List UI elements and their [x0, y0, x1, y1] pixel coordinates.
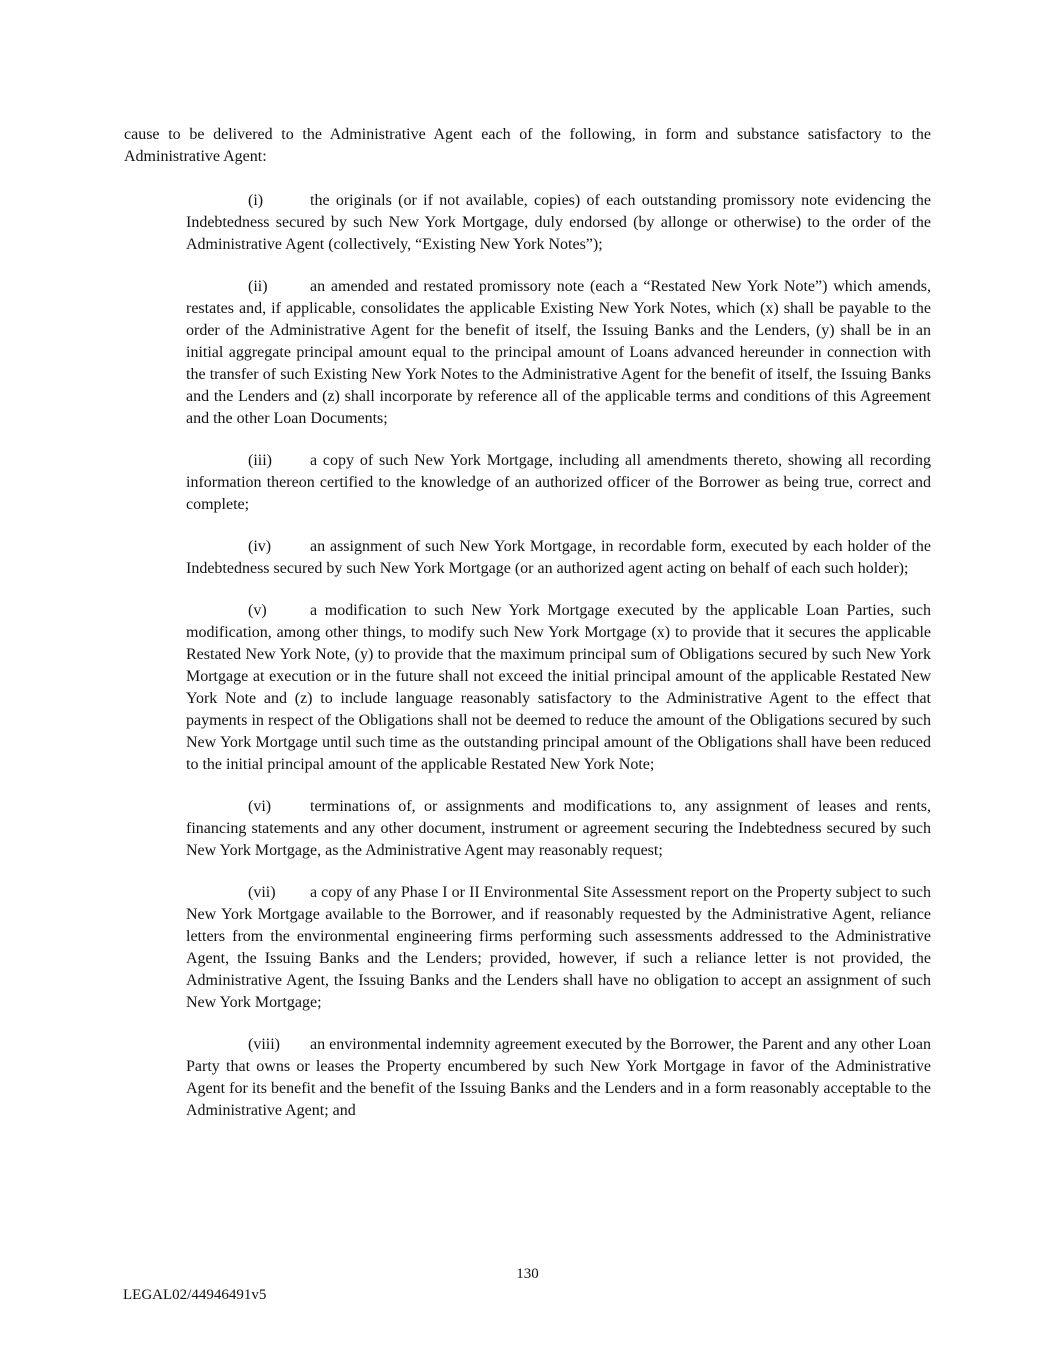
list-item-vi: [186, 796, 931, 862]
document-id-footer: LEGAL02/44946491v5: [123, 1287, 267, 1303]
list-item-number: (vi): [248, 798, 272, 815]
list-item-text: an assignment of such New York Mortgage, in recordable form, executed by each holder of the Indebtedness secured by such New York Mortgage (or an authorized agent acting on behalf of each such holder);: [186, 538, 931, 577]
list-item-number: (ii): [248, 278, 268, 295]
list-item-text: a copy of any Phase I or II Environmental Site Assessment report on the Property subject to such New York Mortgage available to the Borrower, and if reasonably requested by the Administrative Agent, reliance letters from the environmental engineering firms performing such assessments addressed to the Administrative Agent, the Issuing Banks and the Lenders; provided, however, if such a reliance letter is not provided, the Administrative Agent, the Issuing Banks and the Lenders shall have no obligation to accept an assignment of such New York Mortgage;: [186, 884, 931, 1011]
document-body: [124, 124, 931, 1122]
list-item-v: [186, 600, 931, 776]
list-item-text: an environmental indemnity agreement executed by the Borrower, the Parent and any other Loan Party that owns or leases the Property encumbered by such New York Mortgage in favor of the Administrative Agent for its benefit and the benefit of the Issuing Banks and the Lenders and in a form reasonably acceptable to the Administrative Agent; and: [186, 1036, 931, 1119]
list-item-number: (iv): [248, 538, 272, 555]
list-item-iii: [186, 450, 931, 516]
list-item-number: (iii): [248, 452, 272, 469]
list-item-viii: [186, 1034, 931, 1122]
list-item-number: (viii): [248, 1036, 280, 1053]
list-item-ii: [186, 276, 931, 430]
list-item-number: (vii): [248, 884, 276, 901]
list-item-number: (i): [248, 192, 264, 209]
list-item-vii: [186, 882, 931, 1014]
list-item-iv: [186, 536, 931, 580]
list-item-text: a copy of such New York Mortgage, including all amendments thereto, showing all recording information thereon certified to the knowledge of an authorized officer of the Borrower as being true, correct and complete;: [186, 452, 931, 513]
list-item-i: [186, 190, 931, 256]
list-item-text: terminations of, or assignments and modifications to, any assignment of leases and rents, financing statements and any other document, instrument or agreement securing the Indebtedness secured by such New York Mortgage, as the Administrative Agent may reasonably request;: [186, 798, 931, 859]
page-number: 130: [516, 1266, 539, 1282]
list-item-text: an amended and restated promissory note (each a “Restated New York Note”) which amends, restates and, if applicable, consolidates the applicable Existing New York Notes, which (x) shall be payable to the order of the Administrative Agent for the benefit of itself, the Issuing Banks and the Lenders, (y) shall be in an initial aggregate principal amount equal to the principal amount of Loans advanced hereunder in connection with the transfer of such Existing New York Notes to the Administrative Agent for the benefit of itself, the Issuing Banks and the Lenders and (z) shall incorporate by reference all of the applicable terms and conditions of this Agreement and the other Loan Documents;: [186, 278, 931, 427]
list-item-number: (v): [248, 602, 267, 619]
list-item-text: a modification to such New York Mortgage executed by the applicable Loan Parties, such modification, among other things, to modify such New York Mortgage (x) to provide that it secures the applicable Restated New York Note, (y) to provide that the maximum principal sum of Obligations secured by such New York Mortgage at execution or in the future shall not exceed the initial principal amount of the applicable Restated New York Note and (z) to include language reasonably satisfactory to the Administrative Agent to the effect that payments in respect of the Obligations shall not be deemed to reduce the amount of the Obligations secured by such New York Mortgage until such time as the outstanding principal amount of the Obligations shall have been reduced to the initial principal amount of the applicable Restated New York Note;: [186, 602, 931, 773]
list-item-text: the originals (or if not available, copies) of each outstanding promissory note evidencing the Indebtedness secured by such New York Mortgage, duly endorsed (by allonge or otherwise) to the order of the Administrative Agent (collectively, “Existing New York Notes”);: [186, 192, 931, 253]
intro-paragraph: cause to be delivered to the Administrative Agent each of the following, in form and substance satisfactory to the Administrative Agent:: [124, 126, 931, 165]
